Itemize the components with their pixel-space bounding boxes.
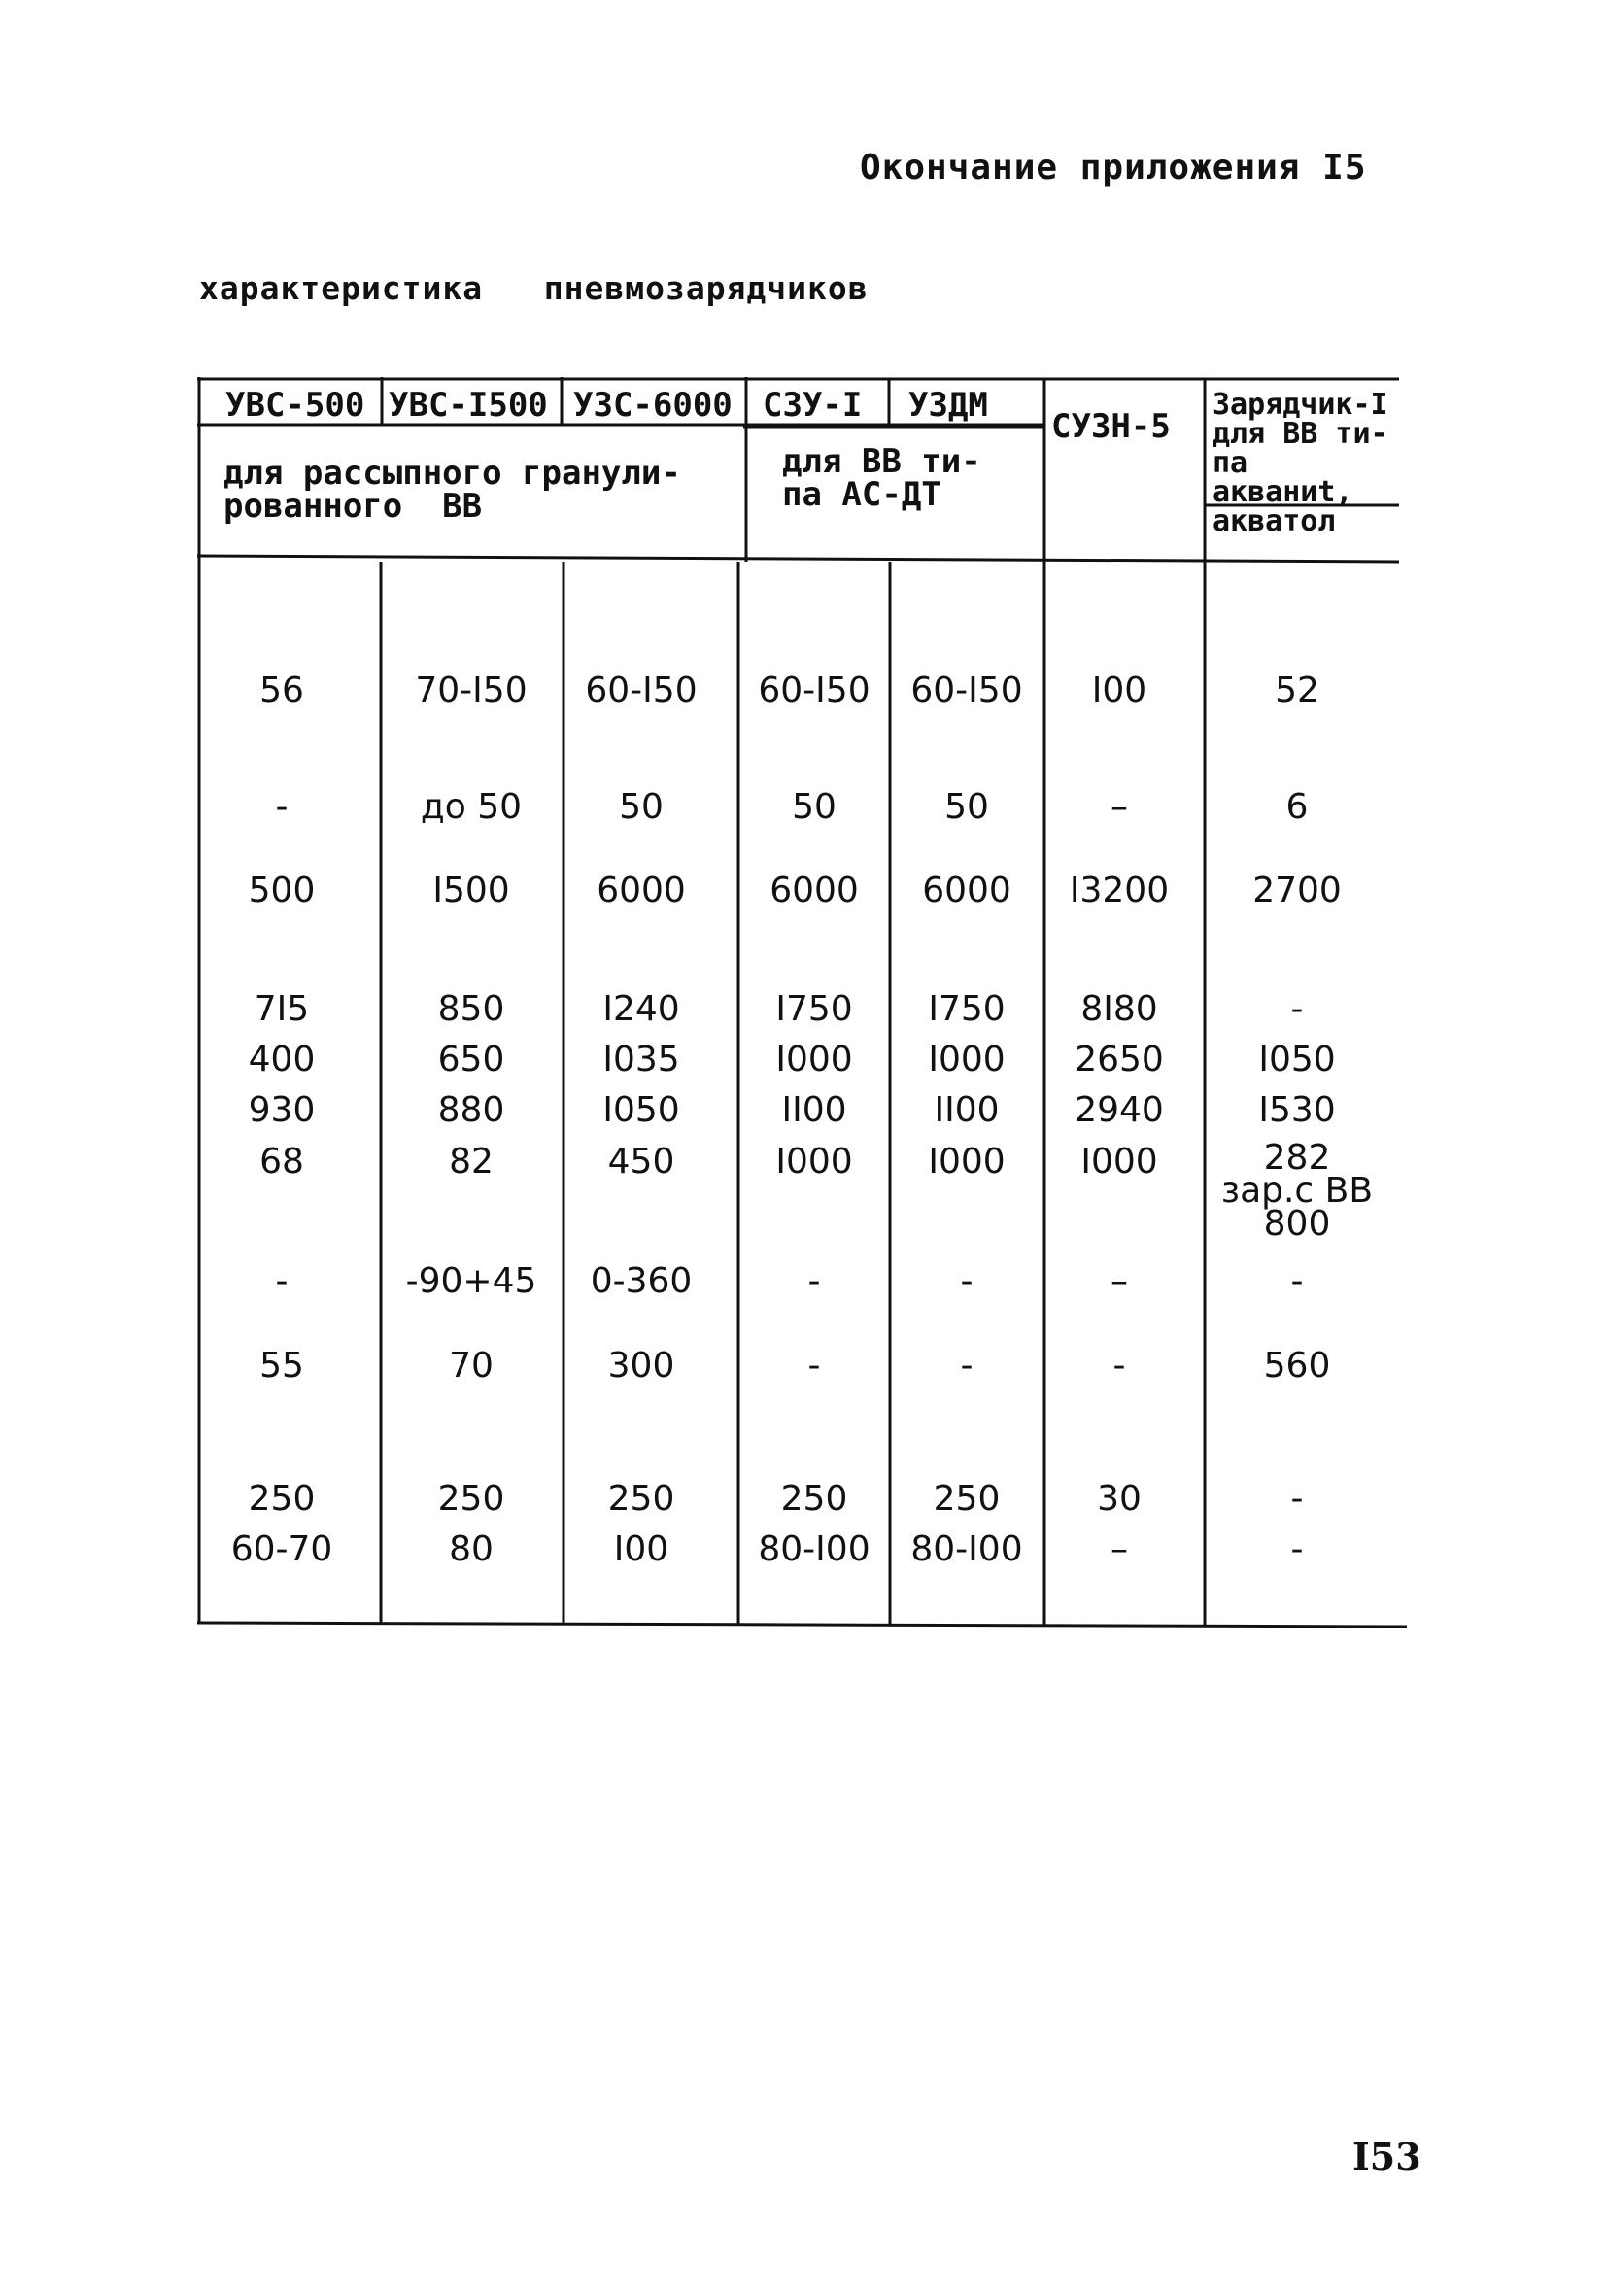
table-cell: 52 xyxy=(1275,670,1319,710)
table-cell: 30 xyxy=(1097,1479,1142,1519)
table-cell: 70 xyxy=(449,1346,494,1386)
table-cell: - xyxy=(807,1261,821,1301)
table-cell: 2940 xyxy=(1075,1090,1164,1130)
table-cell: 930 xyxy=(248,1090,316,1130)
table-cell: I000 xyxy=(928,1040,1006,1079)
table-cell: 6 xyxy=(1285,787,1309,827)
table-cell: - xyxy=(275,1261,289,1301)
appendix-heading: Окончание приложения I5 xyxy=(860,148,1367,188)
table-cell: 282 зар.с ВВ 800 xyxy=(1220,1138,1374,1244)
table-cell: I00 xyxy=(1091,670,1147,710)
col-header-szu-1: СЗУ-I xyxy=(763,386,863,425)
table-cell: 250 xyxy=(780,1479,848,1519)
table-cell: I00 xyxy=(613,1529,669,1569)
table-cell: 60-I50 xyxy=(758,670,871,710)
table-cell: - xyxy=(1290,1479,1304,1519)
page-number: I53 xyxy=(1352,2135,1421,2178)
table-cell: 650 xyxy=(437,1040,505,1079)
table-cell: I050 xyxy=(602,1090,680,1130)
col-header-uvs-500: УВС-500 xyxy=(225,386,365,425)
table-cell: 6000 xyxy=(769,871,859,910)
table-cell: 50 xyxy=(792,787,837,827)
table-cell: 880 xyxy=(437,1090,505,1130)
table-cell: 7I5 xyxy=(254,989,310,1029)
table-cell: 50 xyxy=(619,787,664,827)
table-cell: II00 xyxy=(934,1090,1000,1130)
table-cell: 6000 xyxy=(597,871,686,910)
table-cell: I240 xyxy=(602,989,680,1029)
col-header-uvs-1500: УВС-I500 xyxy=(389,386,548,425)
table-cell: I000 xyxy=(928,1142,1006,1182)
table-cell: 250 xyxy=(248,1479,316,1519)
table-cell: 56 xyxy=(259,670,304,710)
table-cell: I000 xyxy=(775,1040,853,1079)
table-cell: 50 xyxy=(944,787,989,827)
table-cell: – xyxy=(1111,1529,1128,1569)
table-cell: 70-I50 xyxy=(415,670,528,710)
table-cell: - xyxy=(807,1346,821,1386)
table-cell: – xyxy=(1111,1261,1128,1301)
table-cell: 2650 xyxy=(1075,1040,1164,1079)
group-label-ac-dt: для ВВ ти- па АС-ДТ xyxy=(782,442,981,514)
table-cell: 8I80 xyxy=(1080,989,1158,1029)
table-cell: I050 xyxy=(1258,1040,1336,1079)
table-cell: I000 xyxy=(775,1142,853,1182)
table-cell: 560 xyxy=(1263,1346,1331,1386)
col-header-uzs-6000: УЗС-6000 xyxy=(573,386,733,425)
table-cell: 500 xyxy=(248,871,316,910)
col-header-zaryadchik-1: Зарядчик-I xyxy=(1213,388,1388,422)
table-cell: 68 xyxy=(259,1142,304,1182)
table-cell: - xyxy=(1290,1261,1304,1301)
table-cell: I3200 xyxy=(1069,871,1170,910)
table-cell: 80 xyxy=(449,1529,494,1569)
table-cell: - xyxy=(275,787,289,827)
table-cell: - xyxy=(960,1261,974,1301)
table-cell: 6000 xyxy=(922,871,1011,910)
group-label-charger: для ВВ ти- па акваниt, акватол xyxy=(1213,417,1388,538)
table-cell: 60-I50 xyxy=(910,670,1023,710)
table-cell: 400 xyxy=(248,1040,316,1079)
table-cell: 55 xyxy=(259,1346,304,1386)
table-cell: до 50 xyxy=(420,787,523,827)
table-cell: 850 xyxy=(437,989,505,1029)
table-cell: 82 xyxy=(449,1142,494,1182)
table-cell: 0-360 xyxy=(590,1261,693,1301)
table-cell: I000 xyxy=(1080,1142,1158,1182)
table-cell: 250 xyxy=(437,1479,505,1519)
table-cell: - xyxy=(1290,1529,1304,1569)
table-cell: I530 xyxy=(1258,1090,1336,1130)
table-cell: 2700 xyxy=(1252,871,1342,910)
table-cell: - xyxy=(1290,989,1304,1029)
table-cell: I500 xyxy=(432,871,510,910)
table-subtitle: характеристика пневмозарядчиков xyxy=(199,269,869,307)
table-cell: - xyxy=(960,1346,974,1386)
col-header-uzdm: УЗДМ xyxy=(908,386,988,425)
table-cell: 60-70 xyxy=(230,1529,333,1569)
col-header-suzn-5: СУЗН-5 xyxy=(1051,407,1171,446)
table-cell: II00 xyxy=(781,1090,847,1130)
table-cell: -90+45 xyxy=(405,1261,537,1301)
table-cell: 300 xyxy=(607,1346,675,1386)
table-cell: 250 xyxy=(933,1479,1001,1519)
table-cell: I035 xyxy=(602,1040,680,1079)
table-cell: 250 xyxy=(607,1479,675,1519)
table-cell: - xyxy=(1112,1346,1126,1386)
table-cell: I750 xyxy=(928,989,1006,1029)
table-cell: – xyxy=(1111,787,1128,827)
table-cell: I750 xyxy=(775,989,853,1029)
table-cell: 80-I00 xyxy=(910,1529,1023,1569)
table-cell: 80-I00 xyxy=(758,1529,871,1569)
table-cell: 450 xyxy=(607,1142,675,1182)
table-cell: 60-I50 xyxy=(585,670,698,710)
group-label-granulated: для рассыпного гранули- рованного ВВ xyxy=(223,454,681,526)
